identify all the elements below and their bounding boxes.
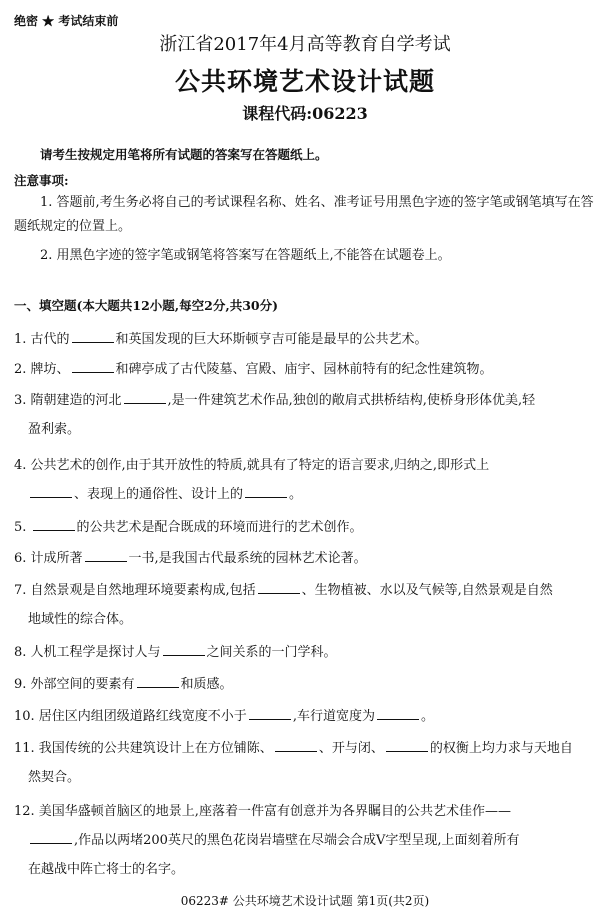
question-text: 地域性的综合体。	[28, 612, 133, 627]
question-10	[14, 702, 599, 731]
question-text: 。	[420, 709, 434, 724]
question-text: 。	[289, 487, 303, 502]
exam-title: 浙江省2017年4月高等教育自学考试	[159, 34, 451, 55]
question-text: 10. 居住区内组团级道路红线宽度不小于	[14, 709, 247, 724]
question-5	[14, 513, 599, 542]
question-text: 、开与闭、	[318, 741, 384, 756]
question-12	[14, 797, 599, 884]
question-text: 和质感。	[180, 677, 233, 692]
question-11	[14, 734, 599, 792]
question-4	[14, 451, 599, 509]
question-text: 和碑亭成了古代陵墓、宫殿、庙宇、园林前特有的纪念性建筑物。	[115, 362, 493, 377]
answer-blank	[124, 389, 166, 404]
answer-blank	[275, 737, 317, 752]
answer-blank	[245, 483, 287, 498]
question-text: 12. 美国华盛顿首脑区的地景上,座落着一件富有创意并为各界瞩目的公共艺术佳作——	[14, 804, 511, 819]
section-title: 一、填空题(本大题共12小题,每空2分,共30分)	[14, 298, 279, 313]
question-text: 7. 自然景观是自然地理环境要素构成,包括	[14, 583, 256, 598]
page-footer: 06223# 公共环境艺术设计试题 第1页(共2页)	[180, 894, 430, 908]
answer-blank	[137, 673, 179, 688]
answer-blank	[33, 516, 75, 531]
question-text: 、生物植被、水以及气候等,自然景观是自然	[301, 583, 553, 598]
question-text: 的公共艺术是配合既成的环境而进行的艺术创作。	[76, 520, 363, 535]
question-text: 和英国发现的巨大环斯顿亨吉可能是最早的公共艺术。	[115, 332, 428, 347]
question-text: 盈利索。	[28, 422, 81, 437]
question-text: ,车行道宽度为	[292, 709, 375, 724]
answer-blank	[72, 328, 114, 343]
note-item: 2. 用黑色字迹的签字笔或钢笔将答案写在答题纸上,不能答在试题卷上。	[40, 248, 451, 263]
answer-blank	[85, 547, 127, 562]
answer-blank	[30, 829, 72, 844]
question-text: 9. 外部空间的要素有	[14, 677, 135, 692]
question-2	[14, 355, 599, 384]
question-6	[14, 544, 599, 573]
answer-blank	[249, 705, 291, 720]
secret-mark: 绝密 ★ 考试结束前	[14, 14, 119, 28]
subject-title: 公共环境艺术设计试题	[174, 67, 435, 96]
question-text: 3. 隋朝建造的河北	[14, 393, 122, 408]
question-text: 8. 人机工程学是探讨人与	[14, 645, 161, 660]
question-text: 2. 牌坊、	[14, 362, 70, 377]
question-text: 6. 计成所著	[14, 551, 83, 566]
question-7	[14, 576, 599, 634]
question-1	[14, 325, 599, 354]
question-9	[14, 670, 599, 699]
note-item: 1. 答题前,考生务必将自己的考试课程名称、姓名、准考证号用黑色字迹的签字笔或钢笔填写在答题纸规定的位置上。	[14, 195, 594, 234]
answer-blank	[72, 358, 114, 373]
question-text: 4. 公共艺术的创作,由于其开放性的特质,就具有了特定的语言要求,归纳之,即形式上	[14, 458, 490, 473]
answer-instruction: 请考生按规定用笔将所有试题的答案写在答题纸上。	[40, 147, 328, 162]
notes-title: 注意事项:	[14, 173, 69, 188]
answer-blank	[386, 737, 428, 752]
question-text: ,作品以两堵200英尺的黑色花岗岩墙壁在尽端会合成V字型呈现,上面刻着所有	[74, 833, 520, 848]
question-text: 然契合。	[28, 770, 81, 785]
answer-blank	[377, 705, 419, 720]
question-text: 的权衡上均力求与天地自	[429, 741, 573, 756]
question-text: 5.	[14, 520, 27, 535]
question-text: 在越战中阵亡将士的名字。	[28, 862, 185, 877]
question-8	[14, 638, 599, 667]
question-text: 之间关系的一门学科。	[206, 645, 337, 660]
course-code: 课程代码:06223	[242, 104, 368, 123]
question-text: ,是一件建筑艺术作品,独创的敞肩式拱桥结构,使桥身形体优美,轻	[167, 393, 536, 408]
question-3	[14, 386, 599, 444]
question-text: 、表现上的通俗性、设计上的	[74, 487, 244, 502]
question-text: 11. 我国传统的公共建筑设计上在方位铺陈、	[14, 741, 273, 756]
answer-blank	[258, 579, 300, 594]
answer-blank	[30, 483, 72, 498]
question-text: 一书,是我国古代最系统的园林艺术论著。	[128, 551, 367, 566]
question-text: 1. 古代的	[14, 332, 70, 347]
answer-blank	[163, 641, 205, 656]
